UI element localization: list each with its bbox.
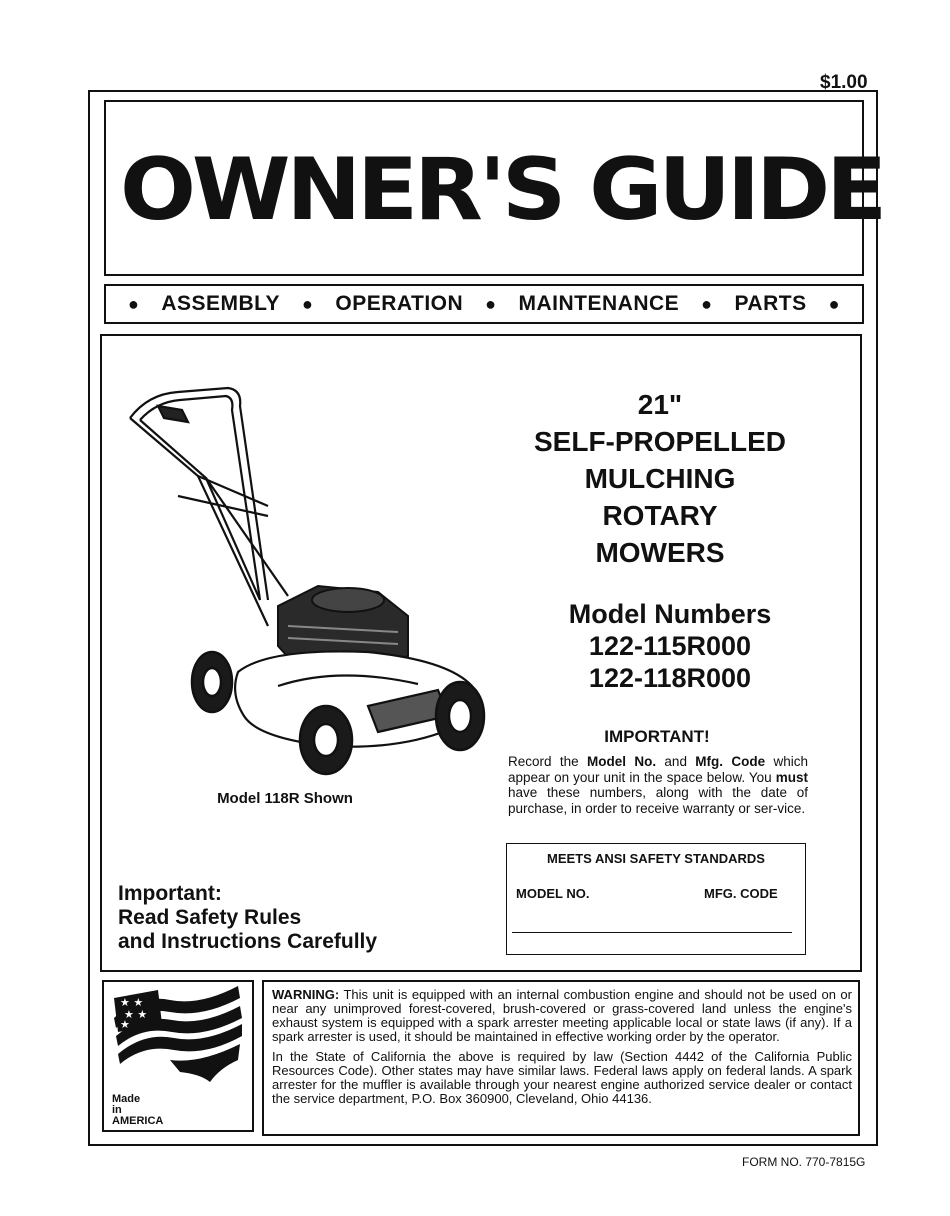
safety-line-1: Important: xyxy=(118,882,222,905)
svg-text:★ ★: ★ ★ xyxy=(120,996,144,1009)
made-in-america xyxy=(112,1094,163,1127)
warning-paragraph-1 xyxy=(272,988,852,1044)
warning-para1-text: This unit is equipped with an internal combustion engine and should not be used on or near any unimproved forest-covered, brush-covered or grass-covered land unless the engine's exhaust system is equipped with a spark arrester meeting applicable local or state laws (if any). If a spark arrester is used, it should be maintained in effective working order by the operator. xyxy=(272,987,852,1044)
bullet-icon: ● xyxy=(828,293,840,314)
page-title: OWNER'S GUIDE xyxy=(120,140,884,240)
lawn-mower-illustration xyxy=(118,386,498,786)
bullet-icon: ● xyxy=(127,293,140,314)
topic-assembly: ASSEMBLY xyxy=(161,292,281,315)
record-write-line xyxy=(512,932,792,933)
product-line-1: SELF-PROPELLED xyxy=(533,426,786,457)
svg-text:★: ★ xyxy=(120,1018,130,1031)
record-instructions xyxy=(508,754,808,816)
safety-notice xyxy=(118,882,377,954)
warning-label: WARNING: xyxy=(272,987,340,1002)
american-flag-icon xyxy=(110,984,246,1088)
product-size: 21" xyxy=(637,389,683,420)
safety-line-2: Read Safety Rules xyxy=(118,906,302,929)
record-text: and xyxy=(656,754,696,769)
form-number: FORM NO. 770-7815G xyxy=(742,1155,866,1169)
price-label: $1.00 xyxy=(820,72,868,93)
record-text: Record the xyxy=(508,754,587,769)
record-bold-mfg: Mfg. Code xyxy=(695,754,766,769)
record-text: which appear on your unit in the space below. You xyxy=(508,754,808,785)
model-number-1: 122-115R000 xyxy=(588,631,752,661)
product-line-2: MULCHING xyxy=(584,463,736,494)
record-bold-model: Model No. xyxy=(586,754,657,769)
mfg-code-label: MFG. CODE xyxy=(704,886,778,901)
important-heading: IMPORTANT! xyxy=(604,727,710,746)
product-line-4: MOWERS xyxy=(595,537,725,568)
model-number-2: 122-118R000 xyxy=(588,663,752,693)
safety-line-3: and Instructions Carefully xyxy=(118,930,378,953)
bullet-icon: ● xyxy=(302,293,314,314)
model-numbers-heading: Model Numbers xyxy=(568,599,772,629)
ansi-title: MEETS ANSI SAFETY STANDARDS xyxy=(547,851,765,866)
topic-parts: PARTS xyxy=(734,292,807,315)
made-line-1: Made xyxy=(112,1093,141,1105)
record-text: have these numbers, along with the date of purchase, in order to receive warranty or ser-vice. xyxy=(508,785,808,816)
topic-operation: OPERATION xyxy=(335,292,464,315)
topics-bar xyxy=(104,284,864,324)
model-no-label: MODEL NO. xyxy=(516,886,590,901)
model-numbers xyxy=(520,598,820,694)
bullet-icon: ● xyxy=(701,293,713,314)
product-headline xyxy=(500,386,820,571)
made-line-3: AMERICA xyxy=(112,1115,164,1127)
bullet-icon: ● xyxy=(485,293,497,314)
illustration-caption: Model 118R Shown xyxy=(217,790,353,807)
record-bold-must: must xyxy=(775,769,808,785)
warning-paragraph-2: In the State of California the above is required by law (Section 4442 of the California Public Resources Code). Other states may have similar laws. Federal laws apply on federal lands. A spark arrester for the muffler is available through your nearest engine authorized service dealer or contact the service department, P.O. Box 360900, Cleveland, Ohio 44136. xyxy=(272,1049,852,1106)
topic-maintenance: MAINTENANCE xyxy=(518,292,680,315)
product-line-3: ROTARY xyxy=(602,500,718,531)
svg-text:★ ★: ★ ★ xyxy=(124,1008,148,1021)
made-line-2: in xyxy=(112,1104,122,1116)
warning-text xyxy=(272,988,852,1112)
